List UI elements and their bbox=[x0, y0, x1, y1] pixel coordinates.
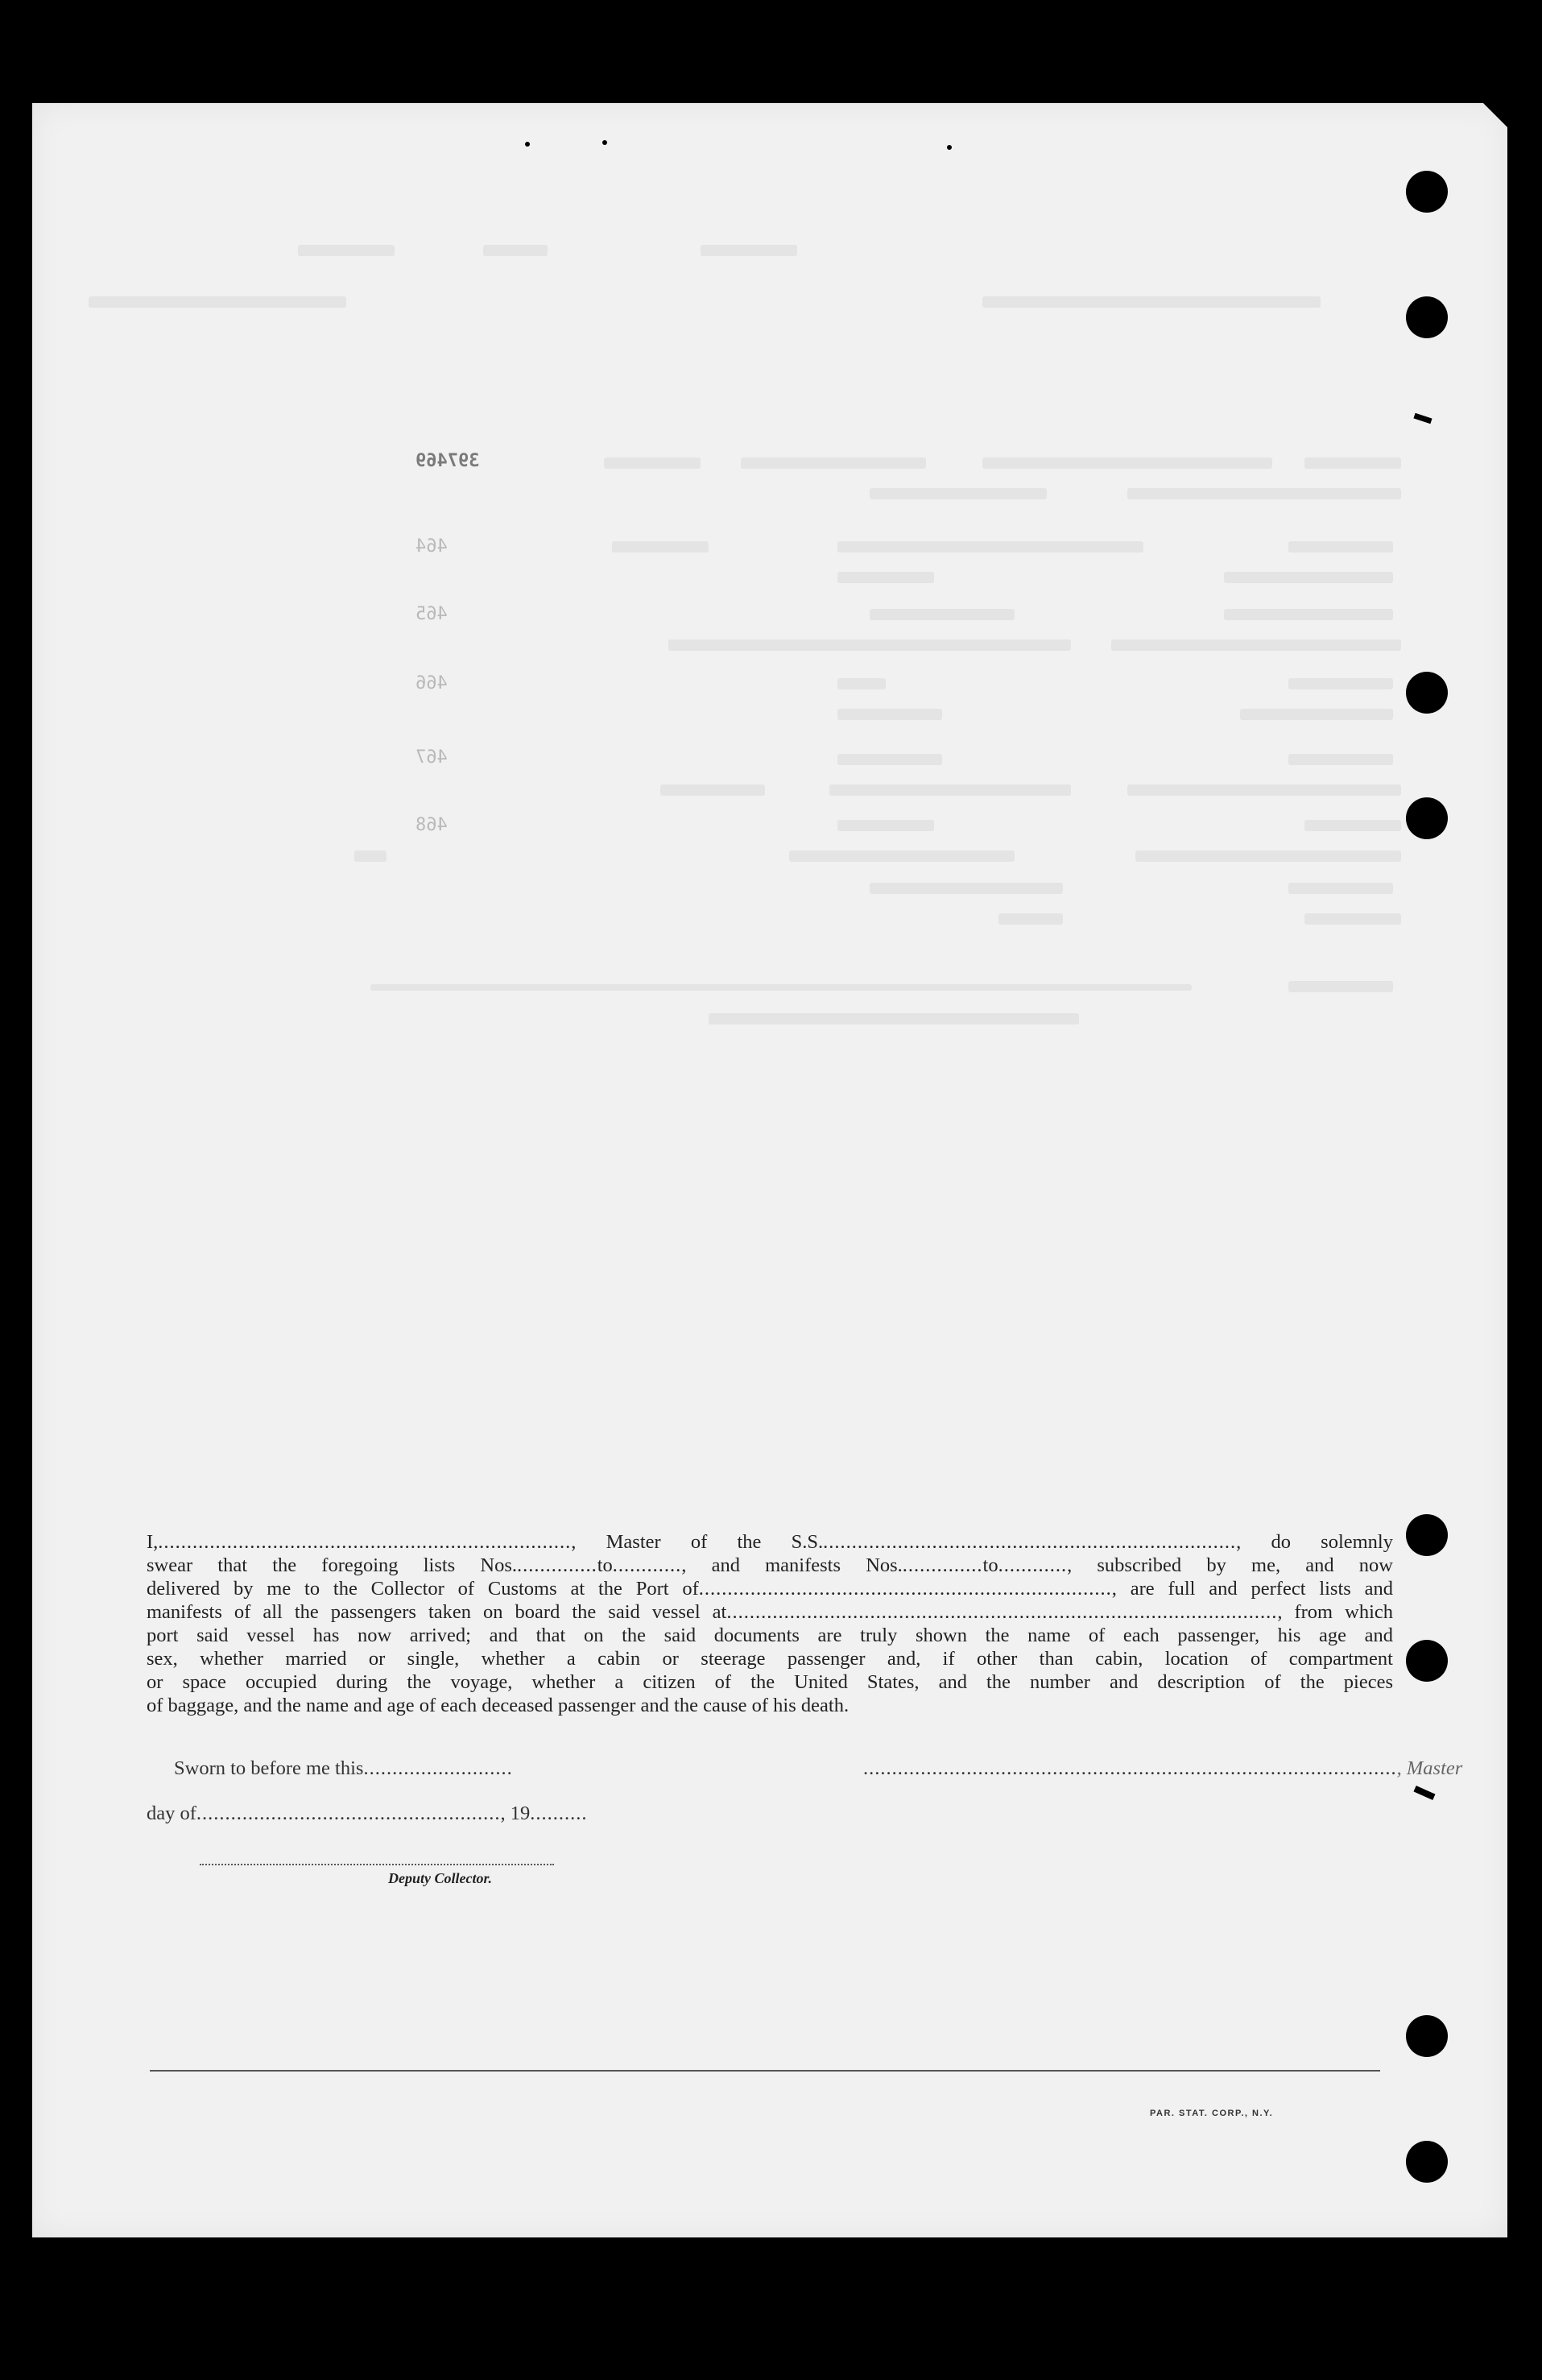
ghost-number: 464 bbox=[415, 536, 448, 557]
ghost-line bbox=[298, 245, 395, 256]
ghost-line bbox=[870, 609, 1015, 620]
master-signature-row: ............................................................................................., Master bbox=[863, 1757, 1463, 1779]
day-row: day of....................................................., 19.......... bbox=[147, 1803, 588, 1824]
ghost-line bbox=[870, 488, 1047, 499]
punch-hole bbox=[1406, 1640, 1448, 1682]
punch-hole bbox=[1406, 171, 1448, 213]
oath-line-6: sex, whether married or single, whether a cabin or steerage passenger and, if other than cabin, location of compartment bbox=[147, 1648, 1393, 1670]
ghost-number: 466 bbox=[415, 673, 448, 693]
ghost-line bbox=[701, 245, 797, 256]
ghost-line bbox=[837, 754, 942, 765]
punch-hole bbox=[1406, 2141, 1448, 2183]
punch-hole bbox=[1406, 2015, 1448, 2057]
scan-mark bbox=[525, 142, 530, 147]
ghost-line bbox=[1135, 851, 1401, 862]
ghost-line bbox=[1224, 609, 1393, 620]
ghost-line bbox=[982, 296, 1321, 308]
scan-mark bbox=[947, 145, 952, 150]
ghost-line bbox=[370, 984, 1192, 991]
ghost-line bbox=[837, 678, 886, 689]
scan-mark bbox=[602, 140, 607, 145]
ghost-line bbox=[709, 1013, 1079, 1024]
ghost-line bbox=[1240, 709, 1393, 720]
printer-imprint: PAR. STAT. CORP., N.Y. bbox=[1150, 2109, 1274, 2118]
ghost-line bbox=[1288, 754, 1393, 765]
ghost-line bbox=[1111, 639, 1401, 651]
ghost-line bbox=[837, 572, 934, 583]
footer-rule bbox=[150, 2070, 1380, 2072]
sworn-row: Sworn to before me this.......................... bbox=[174, 1757, 513, 1779]
ghost-number: 467 bbox=[415, 747, 448, 768]
ghost-line bbox=[837, 541, 1143, 553]
punch-hole bbox=[1406, 1514, 1448, 1556]
ghost-line bbox=[668, 639, 1071, 651]
ghost-line bbox=[1288, 883, 1393, 894]
oath-line-1: I,........................................................................, Master of the S.S........................................................................., do solemnly bbox=[147, 1531, 1393, 1553]
ghost-line bbox=[829, 784, 1071, 796]
ghost-line bbox=[354, 851, 387, 862]
punch-hole bbox=[1406, 296, 1448, 338]
ghost-number: 397469 bbox=[415, 451, 480, 471]
ghost-line bbox=[1304, 820, 1401, 831]
ghost-line bbox=[1127, 784, 1401, 796]
deputy-collector-label: Deputy Collector. bbox=[388, 1870, 492, 1886]
oath-paragraph bbox=[147, 1530, 1393, 1717]
ghost-line bbox=[789, 851, 1015, 862]
ghost-line bbox=[1288, 981, 1393, 992]
sheet-corner bbox=[1482, 101, 1509, 129]
ghost-line bbox=[1288, 678, 1393, 689]
deputy-signature-line bbox=[200, 1864, 554, 1865]
oath-line-7: or space occupied during the voyage, whether a citizen of the United States, and the number and description of the pieces bbox=[147, 1671, 1393, 1693]
punch-hole bbox=[1406, 672, 1448, 714]
ghost-line bbox=[660, 784, 765, 796]
ghost-line bbox=[612, 541, 709, 553]
ghost-line bbox=[837, 709, 942, 720]
ghost-line bbox=[1224, 572, 1393, 583]
ghost-line bbox=[998, 913, 1063, 925]
oath-line-4: manifests of all the passengers taken on board the said vessel at................................................................................................, from which bbox=[147, 1601, 1394, 1623]
ghost-line bbox=[837, 820, 934, 831]
ghost-line bbox=[982, 457, 1272, 469]
oath-line-8: of baggage, and the name and age of each deceased passenger and the cause of his death. bbox=[147, 1695, 850, 1716]
ghost-number: 465 bbox=[415, 604, 448, 624]
ghost-line bbox=[1127, 488, 1401, 499]
ghost-line bbox=[604, 457, 701, 469]
ghost-line bbox=[1304, 913, 1401, 925]
ghost-line bbox=[1288, 541, 1393, 553]
ghost-line bbox=[741, 457, 926, 469]
oath-line-3: delivered by me to the Collector of Customs at the Port of........................................................................, are full and perfect lists and bbox=[147, 1578, 1394, 1600]
ghost-line bbox=[870, 883, 1063, 894]
ghost-line bbox=[483, 245, 548, 256]
oath-line-5: port said vessel has now arrived; and that on the said documents are truly shown the name of each passenger, his age and bbox=[147, 1625, 1393, 1646]
ghost-line bbox=[1304, 457, 1401, 469]
oath-line-2: swear that the foregoing lists Nos...............to............, and manifests Nos...............to............, subscribed by me, and now bbox=[147, 1554, 1393, 1576]
ghost-number: 468 bbox=[415, 815, 448, 835]
ghost-line bbox=[89, 296, 346, 308]
punch-hole bbox=[1406, 797, 1448, 839]
manifest-sheet bbox=[32, 103, 1507, 2237]
